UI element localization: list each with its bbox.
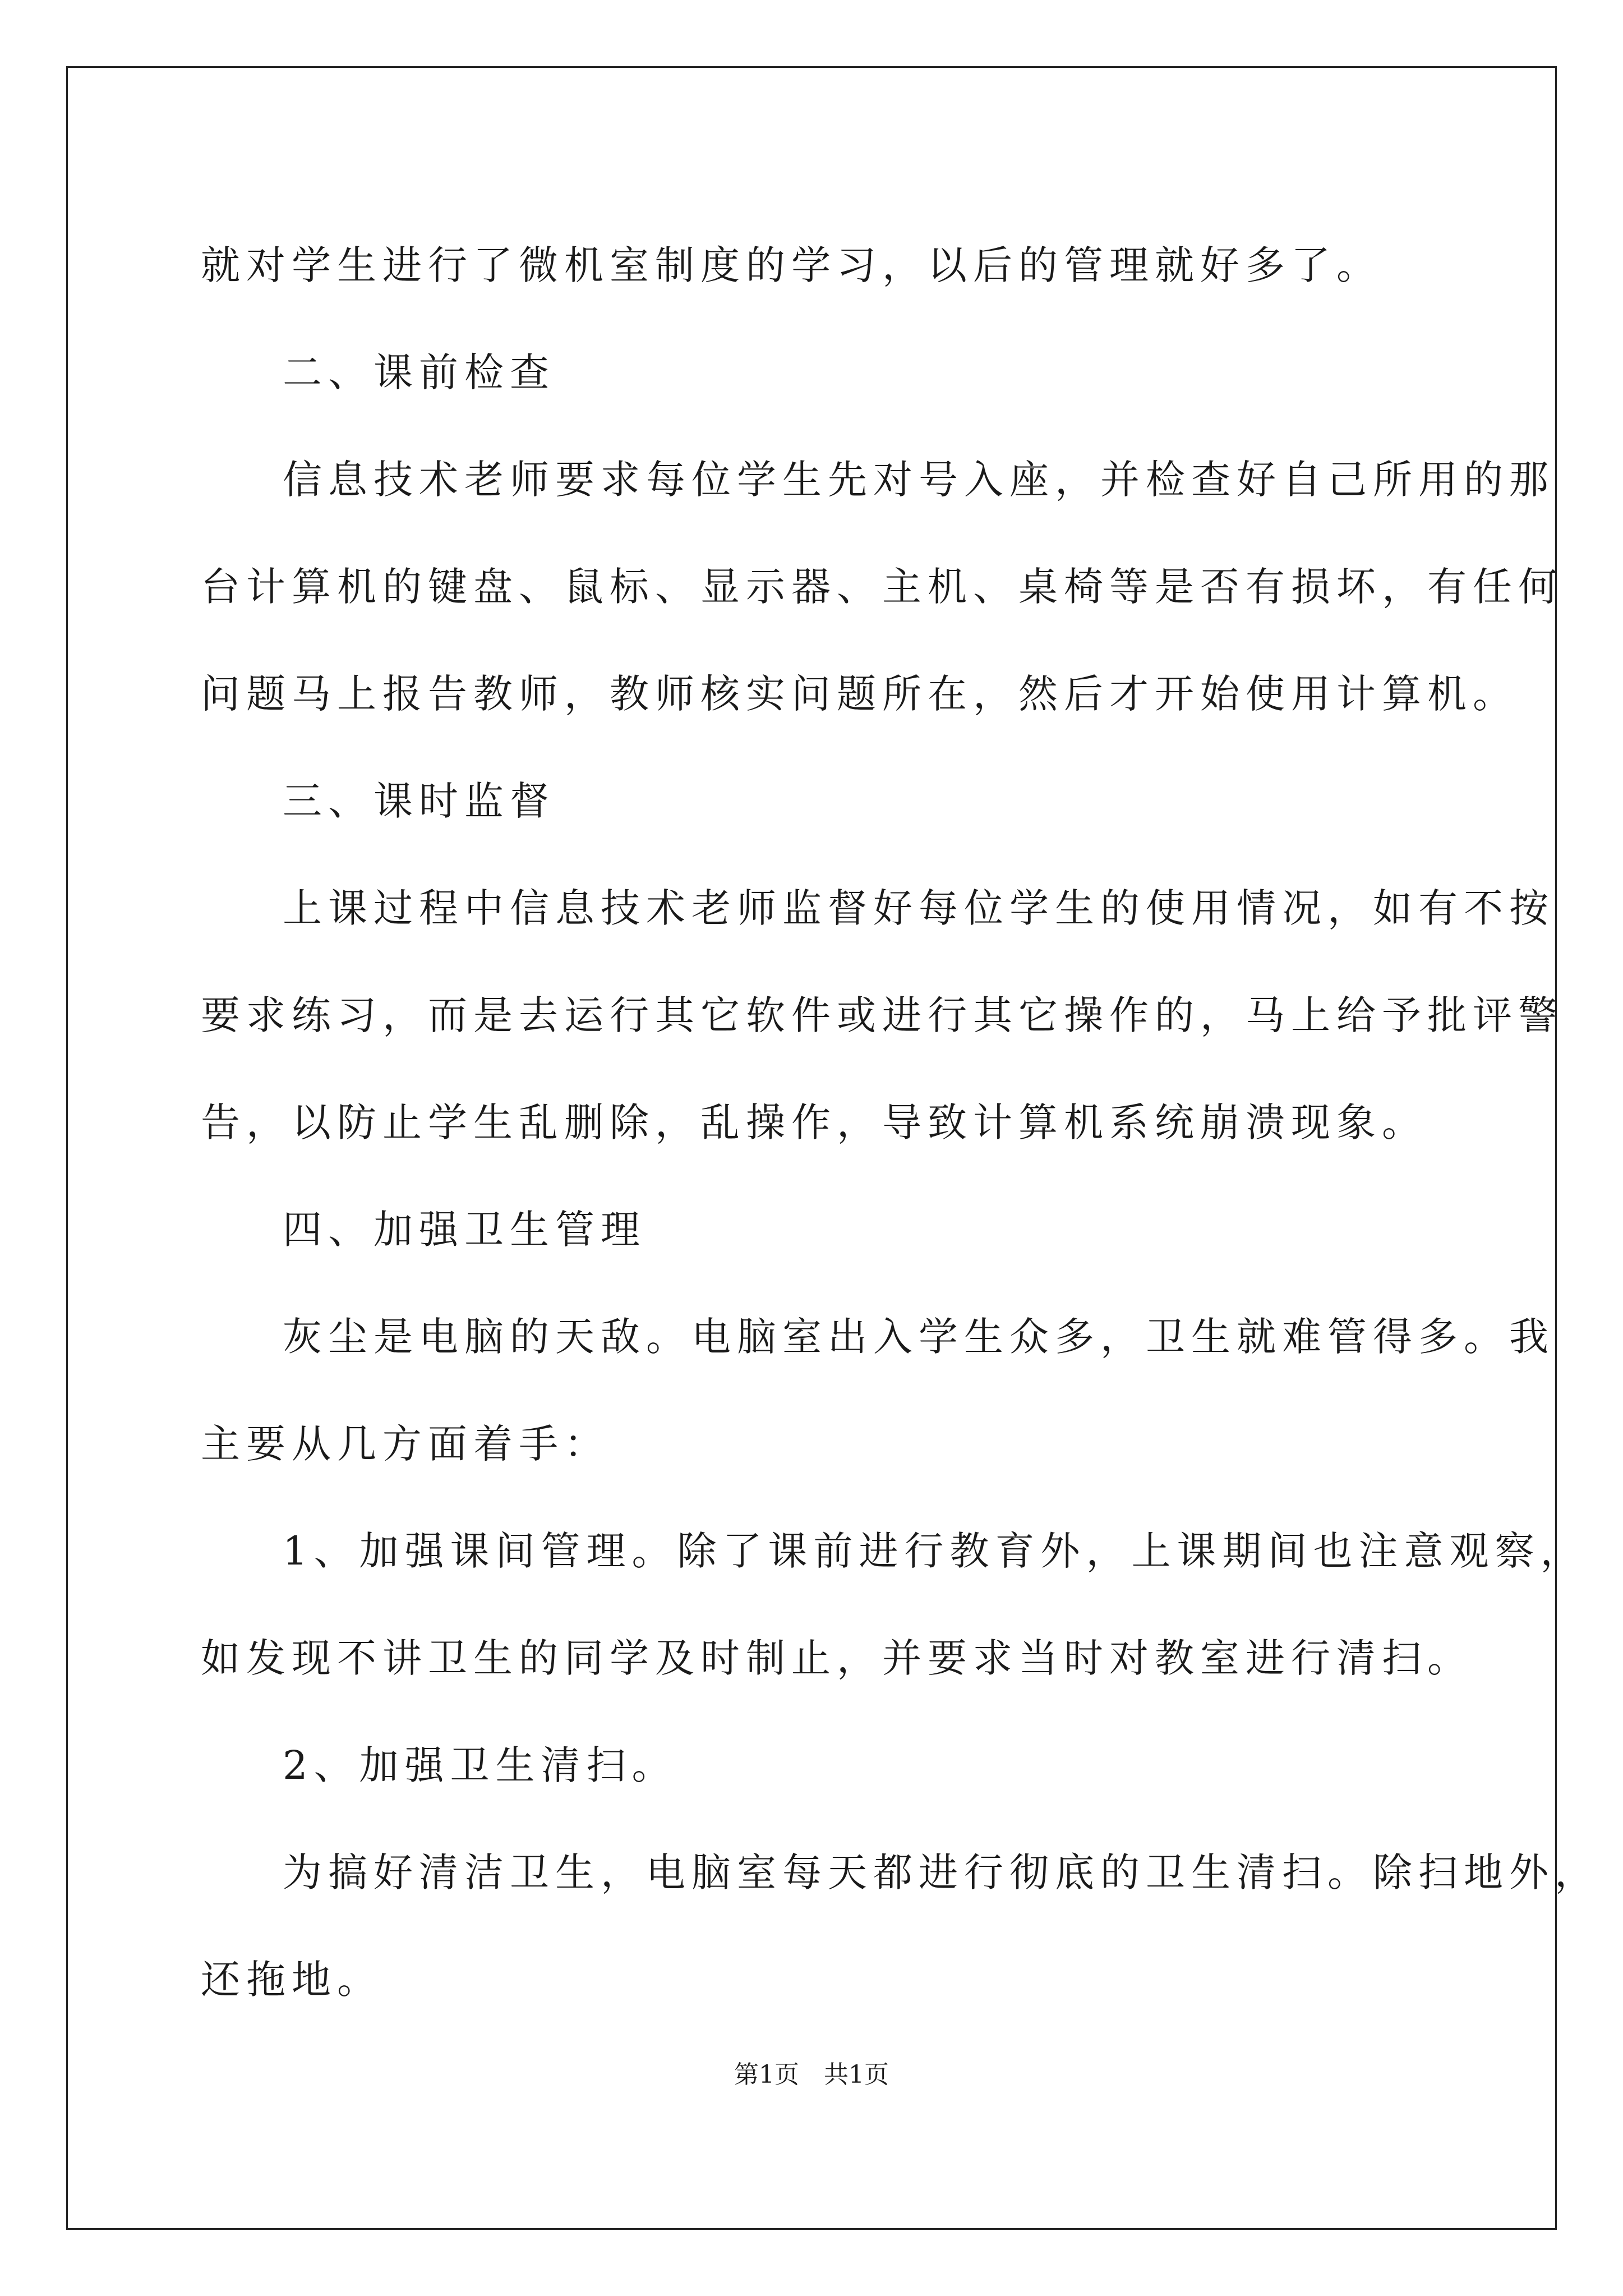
text-line: 上课过程中信息技术老师监督好每位学生的使用情况，如有不按 [283,885,1555,931]
page-total: 共1页 [824,2060,889,2089]
section-heading: 二、课前检查 [283,349,555,395]
text-line: 主要从几方面着手： [201,1421,610,1467]
text-line: 灰尘是电脑的天敌。电脑室出入学生众多，卫生就难管得多。我 [283,1314,1555,1360]
section-heading: 四、加强卫生管理 [283,1207,646,1253]
text-line: 2、加强卫生清扫。 [283,1742,677,1788]
text-line: 为搞好清洁卫生，电脑室每天都进行彻底的卫生清扫。除扫地外， [283,1849,1600,1895]
text-line: 就对学生进行了微机室制度的学习，以后的管理就好多了。 [201,242,1382,288]
text-line: 信息技术老师要求每位学生先对号入座，并检查好自己所用的那 [283,457,1555,503]
document-body [201,212,1600,2033]
text-line: 台计算机的键盘、鼠标、显示器、主机、桌椅等是否有损坏，有任何 [201,564,1564,610]
page-footer [0,2054,1623,2090]
section-heading: 三、课时监督 [283,778,555,824]
text-line: 告，以防止学生乱删除，乱操作，导致计算机系统崩溃现象。 [201,1099,1427,1145]
page-number: 第1页 [734,2060,799,2089]
text-line: 问题马上报告教师，教师核实问题所在，然后才开始使用计算机。 [201,671,1518,717]
text-line: 1、加强课间管理。除了课前进行教育外，上课期间也注意观察， [283,1528,1586,1574]
text-line: 还拖地。 [201,1957,382,2003]
text-line: 如发现不讲卫生的同学及时制止，并要求当时对教室进行清扫。 [201,1635,1473,1681]
text-line: 要求练习，而是去运行其它软件或进行其它操作的，马上给予批评警 [201,992,1564,1038]
